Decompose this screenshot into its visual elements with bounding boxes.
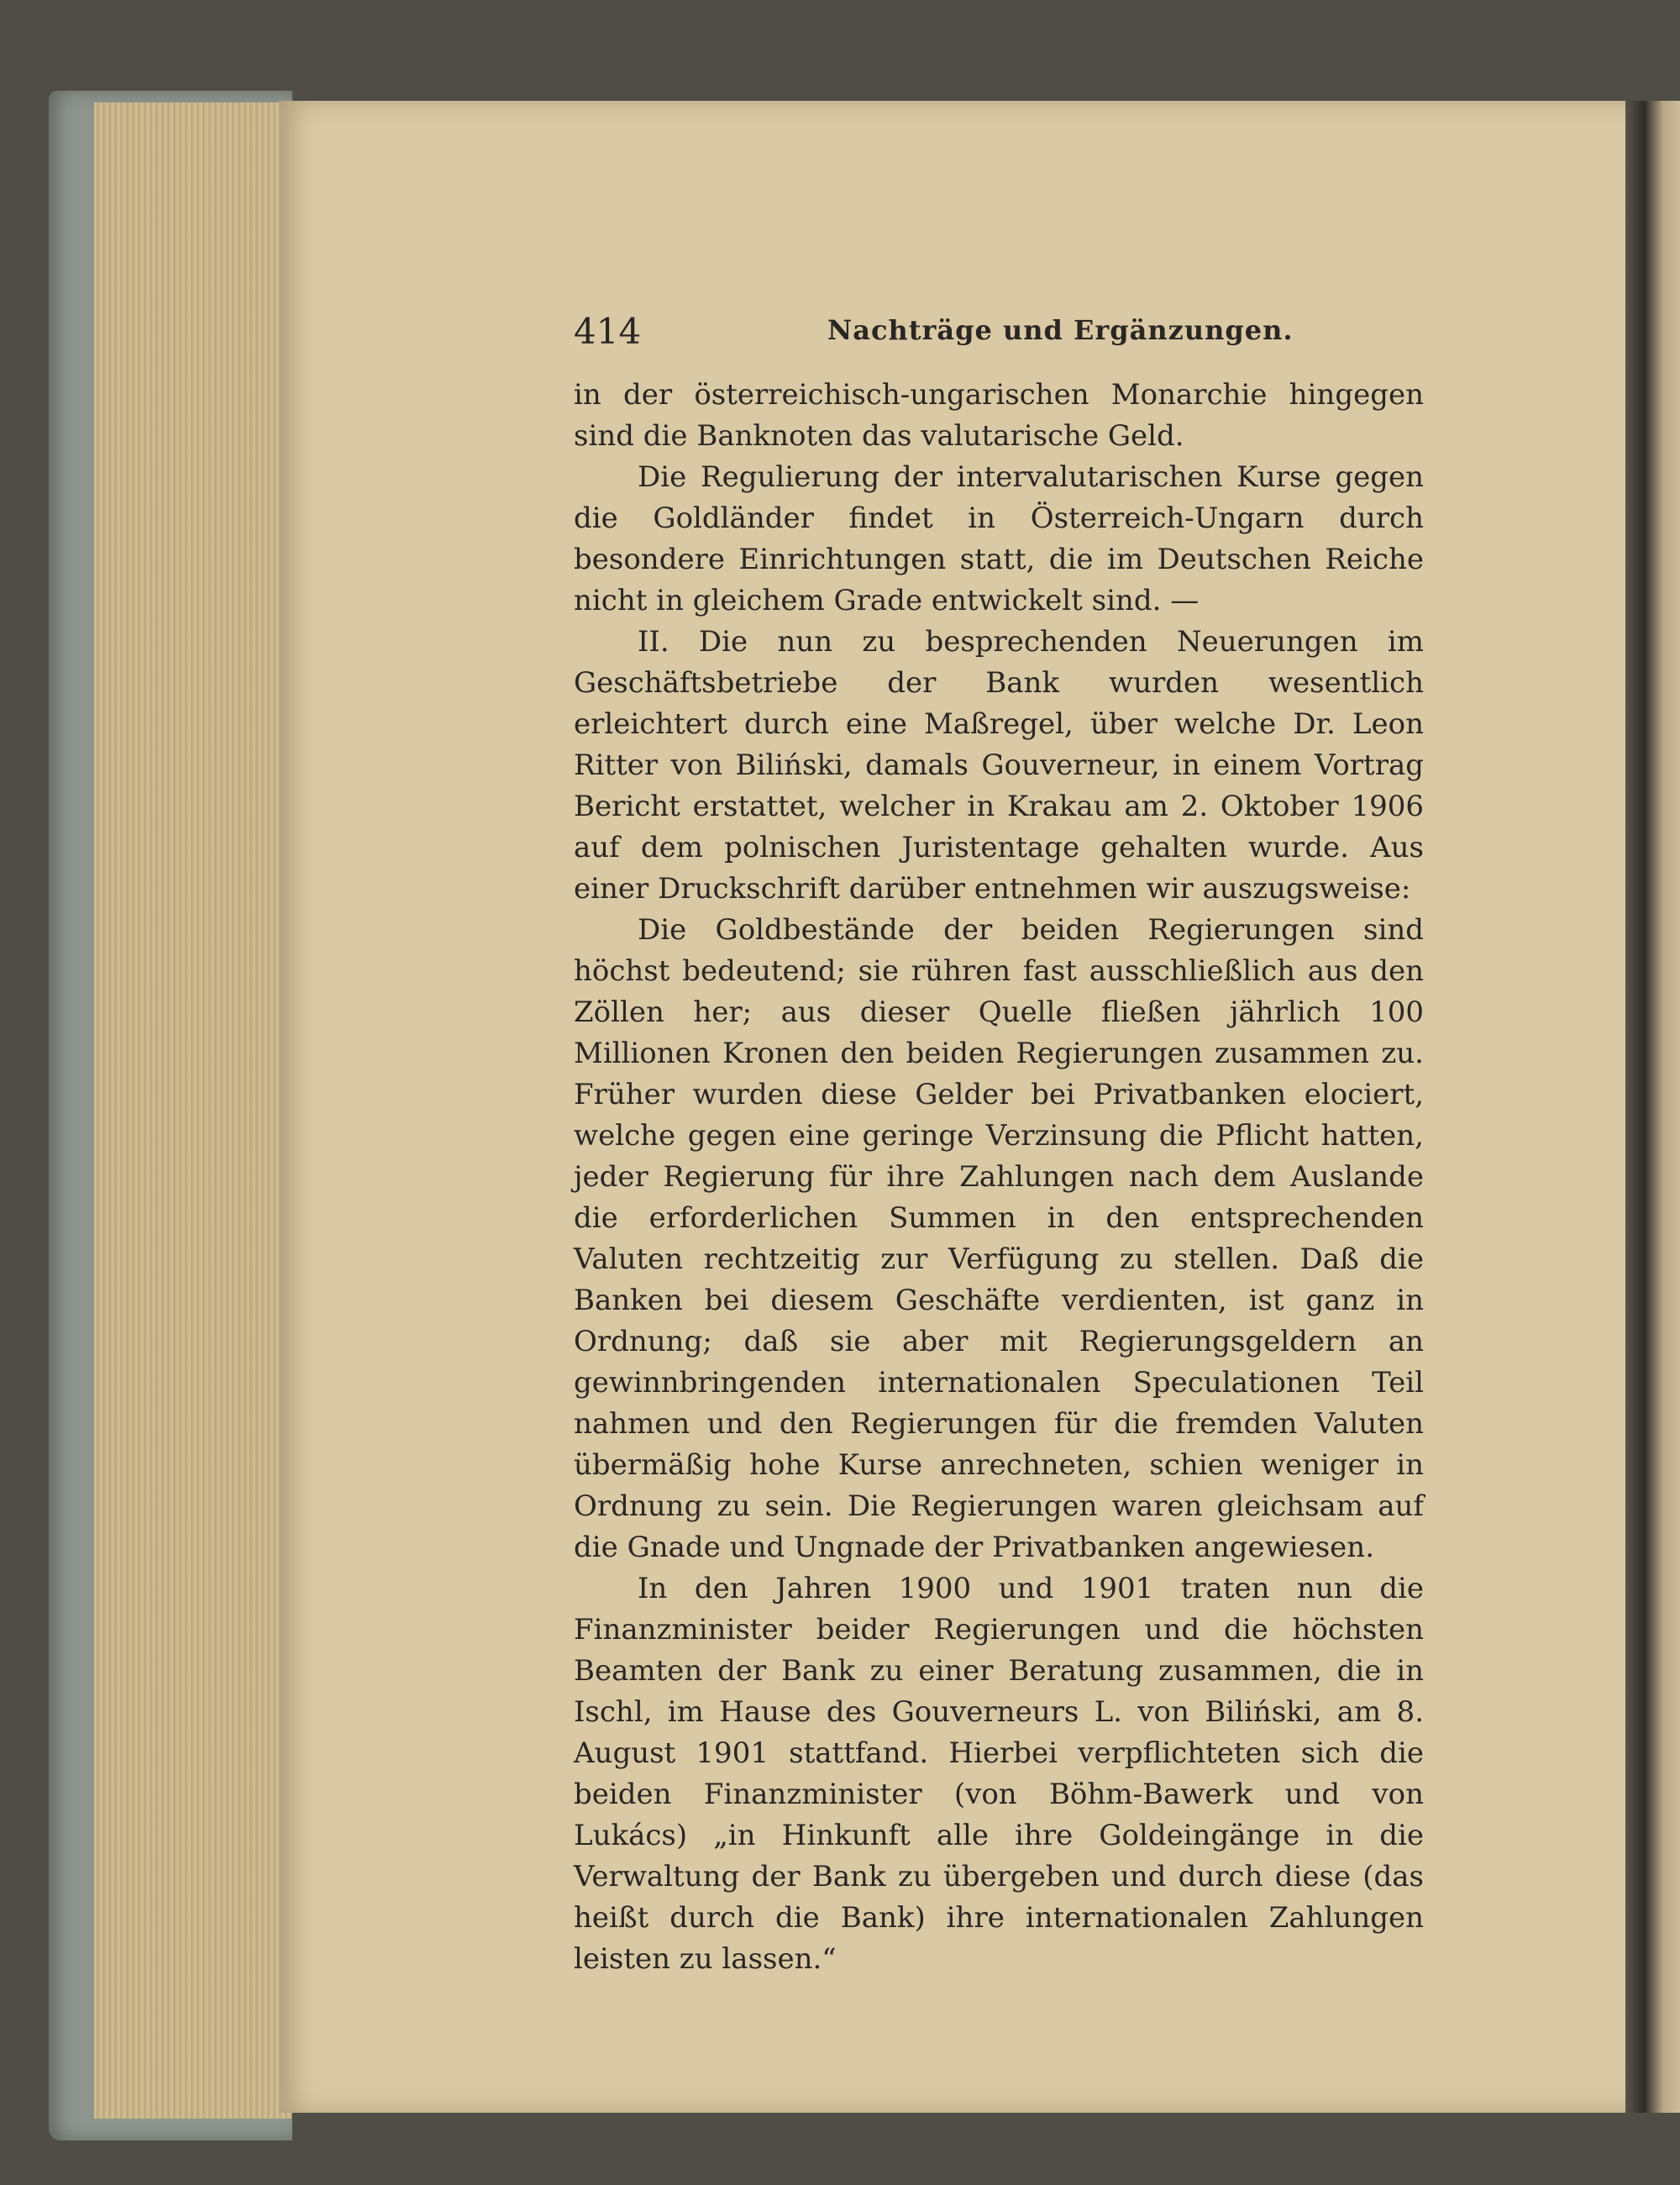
paragraph: Die Regulierung der intervalutarischen Kurse gegen die Goldländer findet in Österreich-Ungarn durch besondere Einrichtungen statt, die im Deutschen Reiche nicht in gleichem Grade entwickelt sind. — <box>574 460 1424 617</box>
paragraph: in der österreichisch-ungarischen Monarchie hingegen sind die Banknoten das valutarische Geld. <box>574 378 1424 453</box>
book-gutter <box>1625 101 1680 2113</box>
paragraph: Die Goldbestände der beiden Regierungen sind höchst bedeutend; sie rühren fast ausschließlich aus den Zöllen her; aus dieser Quelle fließen jährlich 100 Millionen Kronen den beiden Regierungen zusammen zu. Früher wurden diese Gelder bei Privatbanken elociert, welche gegen eine geringe Verzinsung die Pflicht hatten, jeder Regierung für ihre Zahlungen nach dem Auslande die erforderlichen Summen in den entsprechenden Valuten rechtzeitig zur Verfügung zu stellen. Daß die Banken bei diesem Geschäfte verdienten, ist ganz in Ordnung; daß sie aber mit Regierungsgeldern an gewinnbringenden internationalen Speculationen Teil nahmen und den Regierungen für die fremden Valuten übermäßig hohe Kurse anrechneten, schien weniger in Ordnung zu sein. Die Regierungen waren gleichsam auf die Gnade und Ungnade der Privatbanken angewiesen. <box>574 913 1424 1564</box>
page-number: 414 <box>574 311 642 352</box>
paragraph: II. Die nun zu besprechenden Neuerungen im Geschäftsbetriebe der Bank wurden wesentlich erleichtert durch eine Maßregel, über welche Dr. Leon Ritter von Biliński, damals Gouverneur, in einem Vortrag Bericht erstattet, welcher in Krakau am 2. Oktober 1906 auf dem polnischen Juristentage gehalten wurde. Aus einer Druckschrift darüber entnehmen wir auszugsweise: <box>574 625 1424 906</box>
page-header <box>574 311 1424 355</box>
body-text <box>574 375 1424 1980</box>
running-head: Nachträge und Ergänzungen. <box>827 314 1294 346</box>
paragraph: In den Jahren 1900 und 1901 traten nun die Finanzminister beider Regierungen und die höchsten Beamten der Bank zu einer Beratung zusammen, die in Ischl, im Hause des Gouverneurs L. von Biliński, am 8. August 1901 stattfand. Hierbei verpflichteten sich die beiden Finanzminister (von Böhm-Bawerk und von Lukács) „in Hinkunft alle ihre Goldeingänge in die Verwaltung der Bank zu übergeben und durch diese (das heißt durch die Bank) ihre internationalen Zahlungen leisten zu lassen.“ <box>574 1572 1424 1976</box>
page-edges <box>94 102 291 2119</box>
